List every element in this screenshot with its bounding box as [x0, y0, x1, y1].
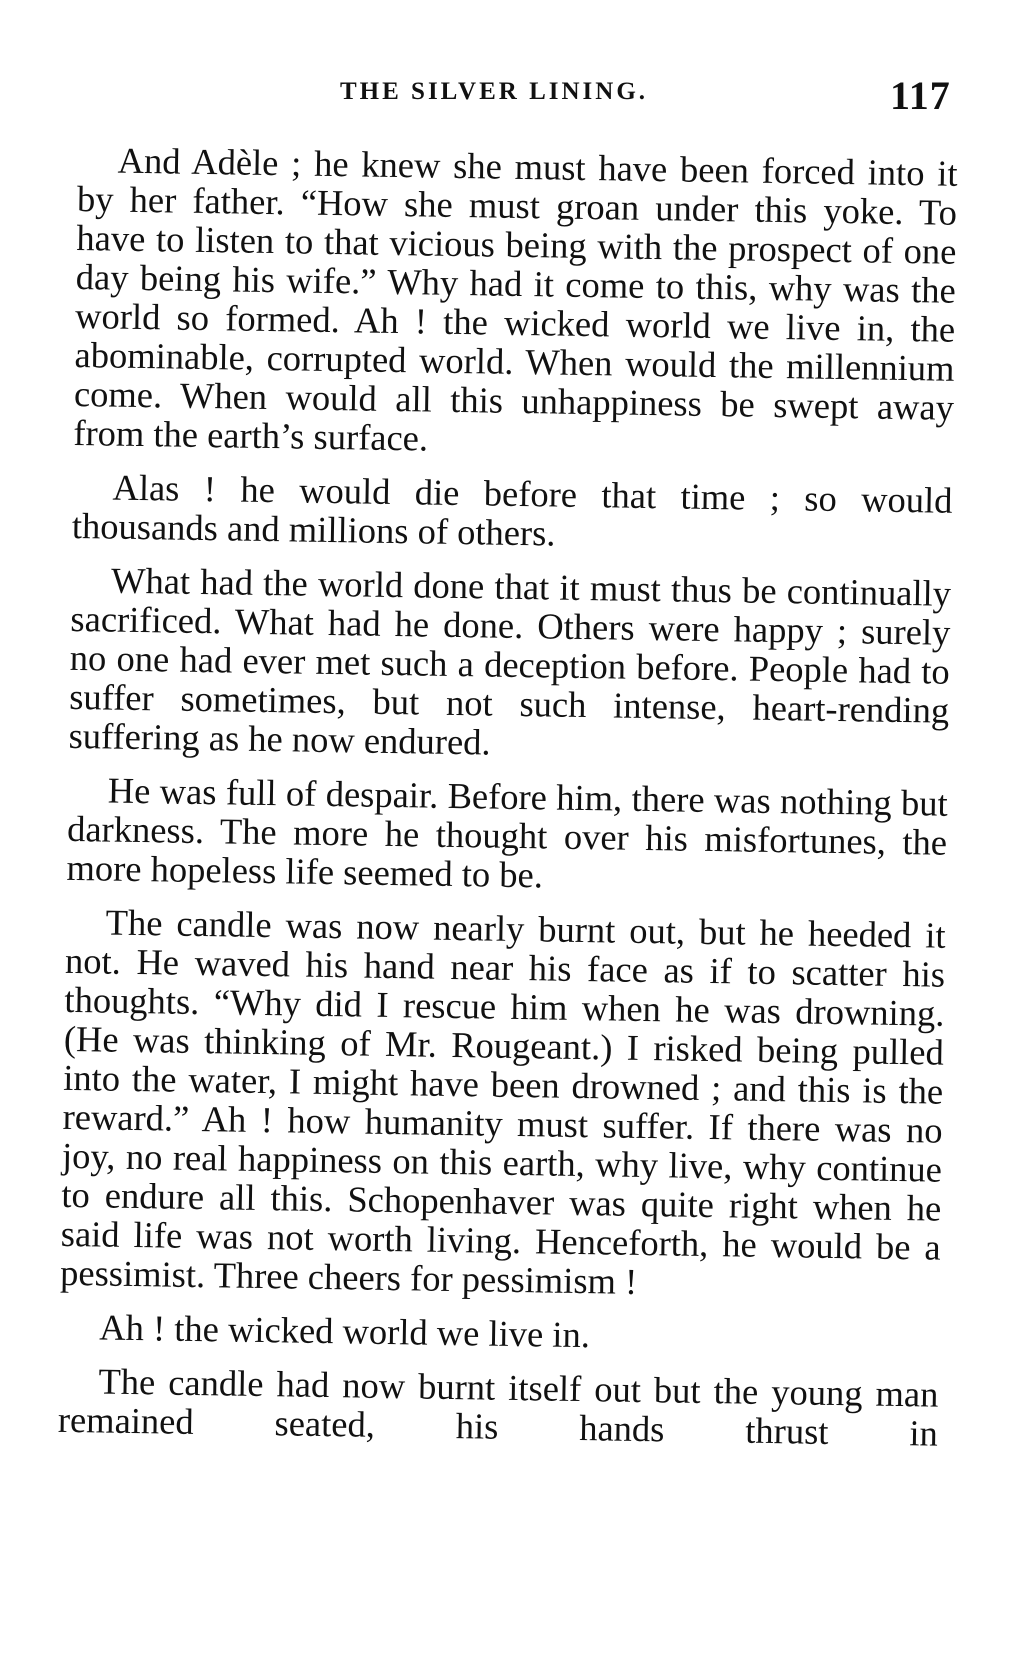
paragraph: The candle had now burnt itself out but the young man remained seated, his hands thrust in	[57, 1360, 939, 1454]
paragraph: He was full of despair. Before him, there was nothing but darkness. The more he thought over his misfortunes, the more hopeless life seemed to be.	[66, 769, 949, 896]
page-number: 117	[890, 73, 951, 118]
paragraph: Alas ! he would die before that time ; so would thousands and millions of others.	[71, 466, 953, 554]
paragraph: What had the world done that it must thus be continually sacrificed. What had he done. Others were happy ; surely no one had ever met such a deception before. People had to suffer sometimes, but not such intense, heart-rending suffering as he now endured.	[68, 559, 952, 763]
running-title: THE SILVER LINING.	[340, 78, 649, 105]
body-text	[57, 140, 958, 1468]
paragraph: The candle was now nearly burnt out, but he heeded it not. He waved his hand near his face as if to scatter his thoughts. “Why did I rescue him when he was drowning. (He was thinking of Mr. Rougeant.) I risked being pulled into the water, I might have been drowned ; and this is the reward.” Ah ! how humanity must suffer. If there was no joy, no real happiness on this earth, why live, why continue to endure all this. Schopenhaver was quite right when he said life was not worth living. Henceforth, he would be a pessimist. Three cheers for pessimism !	[59, 901, 946, 1302]
paragraph: And Adèle ; he knew she must have been forced into it by her father. “How she must groan under this yoke. To have to listen to that vicious being with the prospect of one day being his wife.” Why had it come to this, why was the world so formed. Ah ! the wicked world we live in, the abominable, corrupted world. When would the millennium come. When would all this unhappiness be swept away from the earth’s surface.	[73, 139, 958, 459]
paragraph: Ah ! the wicked world we live in.	[99, 1306, 591, 1356]
running-head	[0, 72, 1034, 122]
